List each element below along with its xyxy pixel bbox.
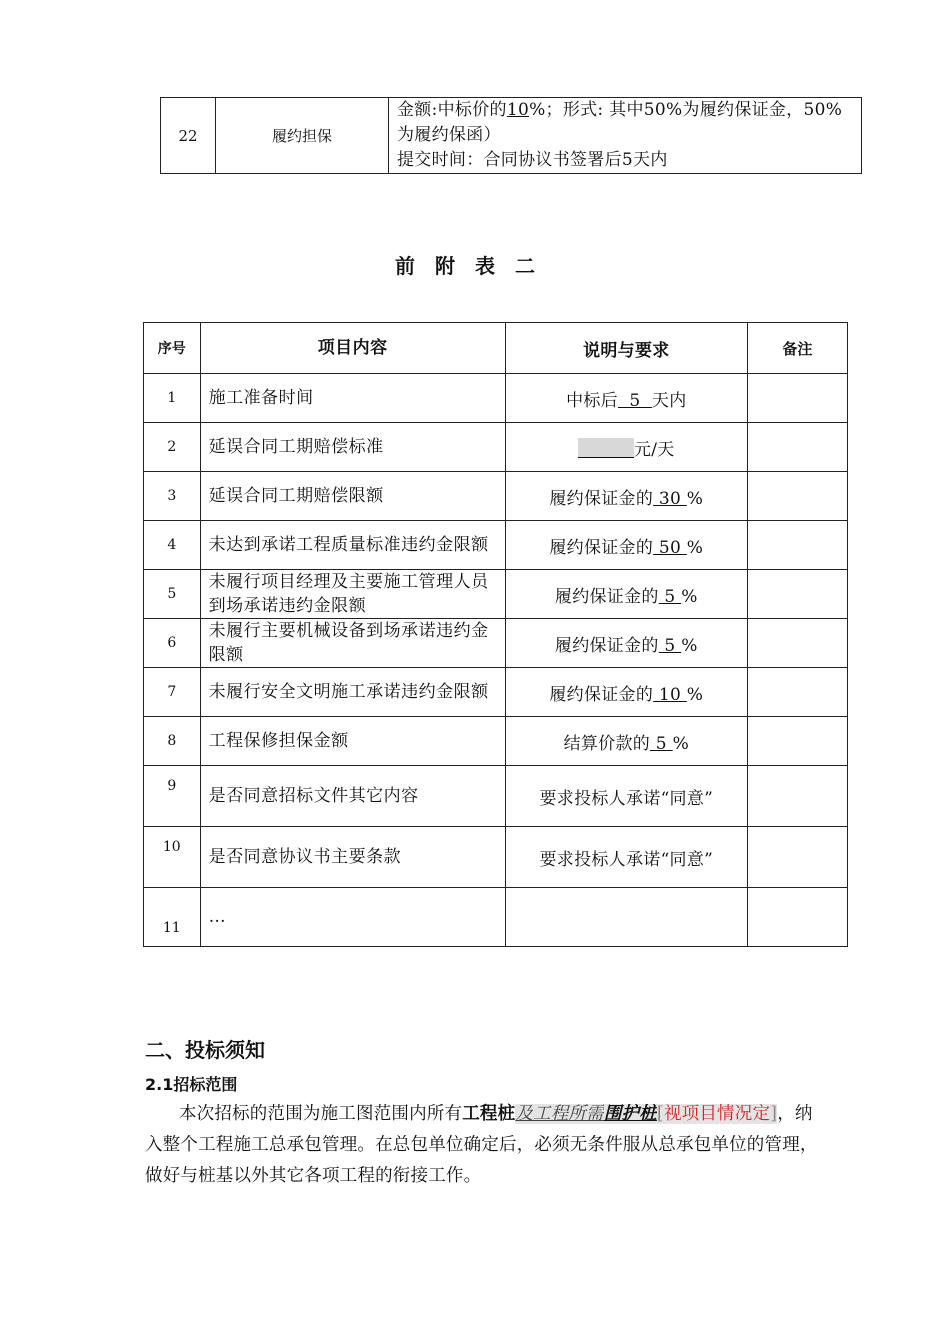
row-item: 工程保修担保金额	[200, 717, 505, 766]
row-note	[747, 888, 847, 947]
req-text: %	[686, 684, 704, 705]
paragraph	[145, 1099, 821, 1192]
req-text: 履约保证金的	[549, 537, 654, 558]
req-text: 履约保证金的	[554, 586, 659, 607]
req-value: 50	[653, 537, 687, 558]
bracket: ]	[770, 1104, 778, 1124]
row-note	[747, 423, 847, 472]
table-row	[144, 472, 848, 521]
row-note	[747, 619, 847, 668]
row-item: …	[200, 888, 505, 947]
table-row	[144, 570, 848, 619]
para-bold: 工程桩	[462, 1104, 516, 1124]
table-row	[144, 827, 848, 888]
table-row	[161, 98, 862, 174]
table-row	[144, 888, 848, 947]
row-number: 9	[144, 766, 201, 827]
row-item: 未履行主要机械设备到场承诺违约金限额	[200, 619, 505, 668]
req-value: 10	[653, 684, 687, 705]
desc-text: %；形式: 其中50%为履约保证金，50%为履约保函）	[397, 100, 843, 145]
row-number: 8	[144, 717, 201, 766]
header-cell: 说明与要求	[505, 323, 747, 374]
row-number: 6	[144, 619, 201, 668]
desc-percent: 10	[506, 100, 530, 120]
row-item: 履约担保	[216, 98, 389, 174]
req-text: 元/天	[633, 439, 675, 460]
row-note	[747, 827, 847, 888]
top-table	[160, 97, 862, 174]
row-requirement	[505, 570, 747, 619]
row-number: 1	[144, 374, 201, 423]
req-text: 履约保证金的	[554, 635, 659, 656]
row-note	[747, 570, 847, 619]
row-number: 22	[161, 98, 216, 174]
row-item: 未履行项目经理及主要施工管理人员到场承诺违约金限额	[200, 570, 505, 619]
desc-text: 提交时间：合同协议书签署后5天内	[397, 150, 668, 170]
row-requirement	[505, 766, 747, 827]
para-text: 本次招标的范围为施工图范围内所有	[179, 1104, 463, 1124]
req-value: 5	[650, 733, 673, 754]
row-number: 5	[144, 570, 201, 619]
row-note	[747, 374, 847, 423]
row-requirement	[505, 423, 747, 472]
row-requirement	[505, 717, 747, 766]
req-text: %	[681, 586, 698, 607]
row-requirement	[505, 472, 747, 521]
blank-field	[578, 438, 634, 458]
row-note	[747, 766, 847, 827]
row-item: 是否同意协议书主要条款	[200, 827, 505, 888]
row-item: 延误合同工期赔偿限额	[200, 472, 505, 521]
req-text: 履约保证金的	[549, 488, 654, 509]
row-number: 10	[144, 827, 201, 888]
desc-text: 金额:中标价的	[397, 100, 507, 120]
para-text: ，纳入整个工程施工总承包管理。在总包单位确定后，必须无条件服从总承包单位的管理，做好与桩基以外其它各项工程的衔接工作。	[145, 1104, 818, 1186]
para-italic: 及工程所需	[515, 1104, 604, 1124]
row-number: 2	[144, 423, 201, 472]
row-requirement	[505, 668, 747, 717]
row-note	[747, 521, 847, 570]
row-item: 延误合同工期赔偿标准	[200, 423, 505, 472]
row-requirement	[505, 374, 747, 423]
main-table	[143, 322, 848, 947]
req-text: 天内	[651, 390, 687, 411]
table-header-row	[144, 323, 848, 374]
header-cell: 序号	[144, 323, 201, 374]
row-item: 未达到承诺工程质量标准违约金限额	[200, 521, 505, 570]
table-row	[144, 668, 848, 717]
req-value: 5	[658, 635, 682, 656]
row-requirement	[505, 619, 747, 668]
req-text: 要求投标人承诺“同意”	[539, 788, 714, 809]
table-row	[144, 521, 848, 570]
req-text: 中标后	[566, 390, 618, 411]
para-bold-italic: 围护桩	[603, 1104, 657, 1124]
row-note	[747, 668, 847, 717]
row-description	[389, 98, 862, 174]
table-row	[144, 717, 848, 766]
req-value: 5	[658, 586, 682, 607]
row-item: 施工准备时间	[200, 374, 505, 423]
req-value: 5	[617, 390, 652, 411]
req-text: 结算价款的	[563, 733, 651, 754]
row-requirement	[505, 888, 747, 947]
bracket: [	[656, 1104, 664, 1124]
row-number: 4	[144, 521, 201, 570]
row-requirement	[505, 827, 747, 888]
row-requirement	[505, 521, 747, 570]
header-cell: 备注	[747, 323, 847, 374]
row-note	[747, 472, 847, 521]
para-red: 视项目情况定	[663, 1104, 771, 1124]
row-item: 未履行安全文明施工承诺违约金限额	[200, 668, 505, 717]
req-text: %	[686, 488, 704, 509]
subsection-heading: 2.1招标范围	[145, 1075, 238, 1094]
row-number: 7	[144, 668, 201, 717]
table-title: 前附表二	[395, 254, 555, 278]
row-number: 11	[144, 888, 201, 947]
row-number: 3	[144, 472, 201, 521]
table-row	[144, 619, 848, 668]
req-text: 要求投标人承诺“同意”	[539, 849, 714, 870]
row-item: 是否同意招标文件其它内容	[200, 766, 505, 827]
table-row	[144, 766, 848, 827]
req-text: %	[686, 537, 704, 558]
table-row	[144, 423, 848, 472]
row-note	[747, 717, 847, 766]
header-cell: 项目内容	[200, 323, 505, 374]
section-heading: 二、投标须知	[145, 1038, 265, 1062]
table-row	[144, 374, 848, 423]
req-text: %	[681, 635, 698, 656]
req-value: 30	[653, 488, 687, 509]
req-text: %	[672, 733, 690, 754]
req-text: 履约保证金的	[549, 684, 654, 705]
